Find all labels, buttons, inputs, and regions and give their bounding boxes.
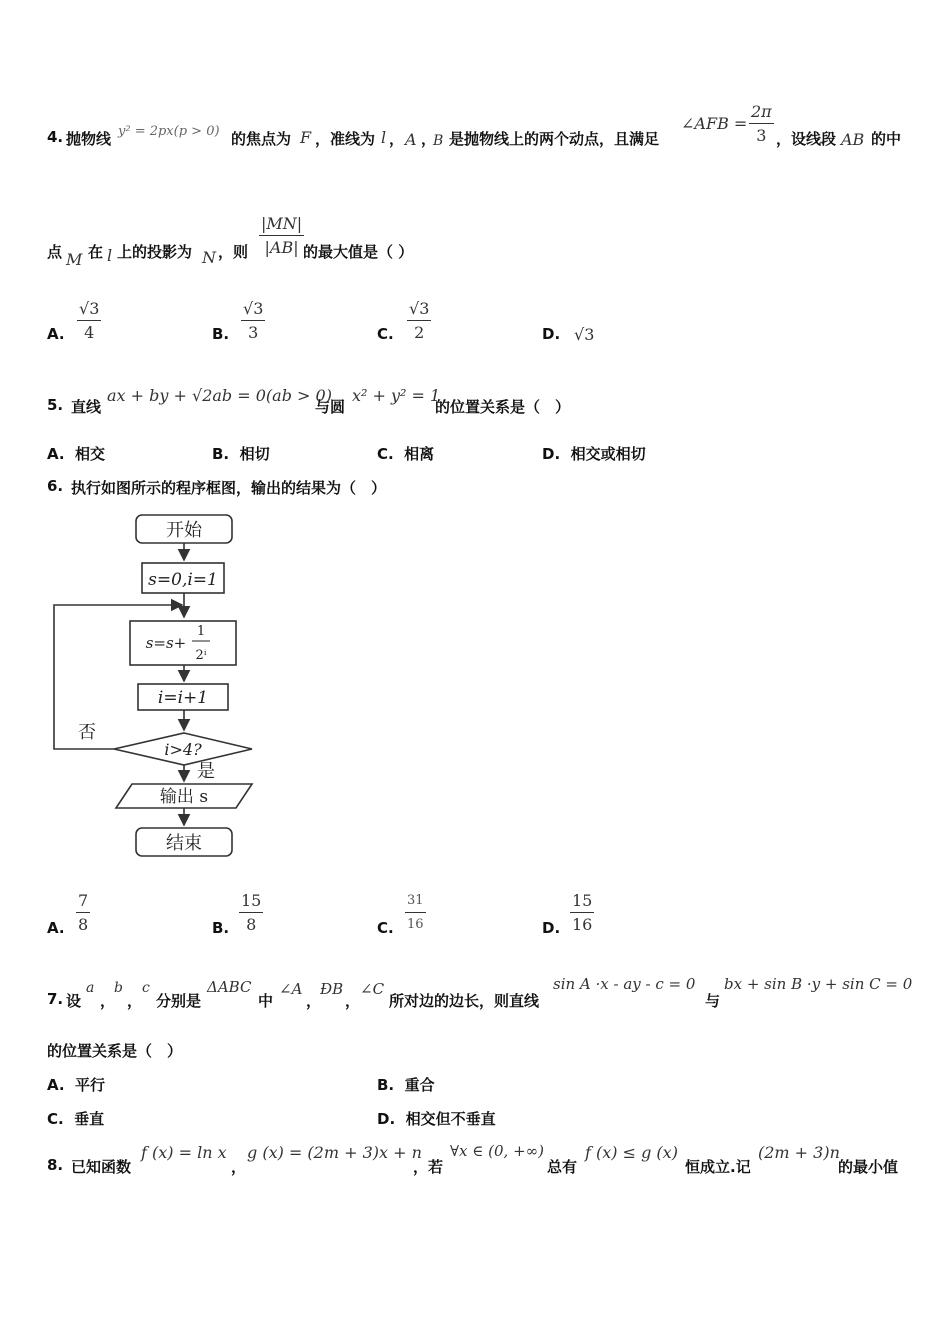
flow-update-s-text: s=s+ — [145, 634, 187, 652]
q4-text-5: ， — [421, 130, 437, 148]
q7-triangle: ΔABC — [207, 978, 252, 996]
q7-angle-C: ∠C — [360, 980, 385, 998]
q7-option-d — [377, 1108, 496, 1129]
flow-update-i-text: i=i+1 — [157, 688, 209, 708]
q4-point-A: A — [405, 130, 417, 149]
q4-angle: ∠AFB = — [681, 114, 748, 133]
q5-option-b — [212, 443, 270, 464]
q4-point-N: N — [202, 248, 216, 267]
q7-text-6: ， — [306, 992, 322, 1010]
q4-line2-text-3: 上的投影为 — [117, 243, 193, 261]
flow-output-text: 输出 s — [159, 787, 209, 807]
q4-text-1: 抛物线 — [66, 130, 112, 148]
q7-text-5: 中 — [258, 992, 274, 1010]
q6-flowchart — [40, 505, 280, 865]
q4-text-6: 是抛物线上的两个动点，且满足 — [449, 130, 660, 148]
q7-text-7: ， — [345, 992, 361, 1010]
q6-option-c-value — [405, 892, 426, 935]
q4-ratio-den: |AB| — [264, 238, 299, 257]
q7-text-4: 分别是 — [156, 992, 202, 1010]
q4-option-d-value: √3 — [574, 325, 595, 344]
q6-option-b-den: 8 — [246, 915, 257, 934]
q7-option-b-label: B. — [377, 1076, 395, 1094]
flow-end-text: 结束 — [166, 833, 202, 854]
q4-option-c-num: √3 — [407, 300, 431, 321]
q4-text-4: ， — [389, 130, 405, 148]
q4-directrix-l: l — [381, 128, 387, 147]
q8-expression: (2m + 3)n — [758, 1143, 840, 1162]
q8-text-1: 已知函数 — [71, 1158, 132, 1176]
q7-option-a-text: 平行 — [75, 1076, 106, 1094]
q4-option-a-value — [77, 300, 101, 343]
q7-side-c: c — [142, 980, 150, 996]
q6-option-c-den: 16 — [407, 917, 424, 932]
flow-no-label: 否 — [78, 722, 96, 743]
q4-line2-text-5: 的最大值是（ ） — [303, 243, 414, 261]
q8-text-5: 恒成立.记 — [685, 1158, 751, 1176]
q7-option-c-label: C. — [47, 1110, 64, 1128]
q7-angle-B: ÐB — [320, 980, 344, 998]
q4-option-b-num: √3 — [241, 300, 265, 321]
q6-option-b-label: B. — [212, 919, 230, 937]
q6-number: 6. — [47, 477, 64, 495]
q4-text-2: 的焦点为 — [231, 130, 292, 148]
q8-text-2: ， — [231, 1158, 247, 1176]
q4-midpoint-M: M — [66, 250, 83, 269]
q8-function-g: g (x) = (2m + 3)x + n — [247, 1143, 422, 1162]
q5-option-b-text: 相切 — [239, 445, 270, 463]
q4-parabola-formula: y² = 2px(p > 0) — [118, 124, 220, 139]
q4-option-d-label: D. — [542, 325, 561, 343]
q6-option-c-label: C. — [377, 919, 394, 937]
q7-option-b — [377, 1074, 435, 1095]
q6-text: 执行如图所示的程序框图，输出的结果为（ ） — [71, 479, 387, 497]
q4-text-3: ，准线为 — [315, 130, 376, 148]
q4-option-a-den: 4 — [84, 323, 95, 342]
flow-condition-text: i>4? — [164, 740, 202, 759]
q6-option-a-den: 8 — [78, 915, 89, 934]
q6-option-a-num: 7 — [76, 892, 90, 913]
q5-option-a — [47, 443, 105, 464]
q4-angle-frac-num: 2π — [749, 103, 774, 124]
q7-line-2-equation: bx + sin B ·y + sin C = 0 — [724, 975, 913, 993]
q6-option-a-value — [76, 892, 90, 935]
q4-ratio-fraction — [259, 215, 304, 258]
flow-update-s-num: 1 — [196, 624, 206, 639]
q4-angle-fraction — [749, 103, 774, 146]
q5-text-2: 与圆 — [315, 398, 346, 416]
q7-option-d-label: D. — [377, 1110, 396, 1128]
q6-option-d-label: D. — [542, 919, 561, 937]
q4-option-c-value — [407, 300, 431, 343]
q7-text-3: ， — [127, 992, 143, 1010]
q7-side-b: b — [114, 980, 123, 996]
q6-option-b-value — [239, 892, 263, 935]
q4-ratio-num: |MN| — [259, 215, 304, 236]
q5-text-3: 的位置关系是（ ） — [435, 398, 571, 416]
q5-line-equation: ax + by + √2ab = 0(ab > 0) — [107, 386, 332, 405]
q8-text-4: 总有 — [547, 1158, 578, 1176]
q5-number: 5. — [47, 396, 64, 414]
q4-focus-F: F — [300, 128, 312, 147]
q4-text-8: 的中 — [871, 130, 902, 148]
q4-option-c-label: C. — [377, 325, 394, 343]
q8-inequality: f (x) ≤ g (x) — [585, 1143, 678, 1162]
q7-option-a-label: A. — [47, 1076, 65, 1094]
q5-option-a-label: A. — [47, 445, 65, 463]
q5-option-d-text: 相交或相切 — [570, 445, 646, 463]
q8-number: 8. — [47, 1156, 64, 1174]
q5-option-d-label: D. — [542, 445, 561, 463]
q5-option-d — [542, 443, 646, 464]
q4-point-B: B — [433, 133, 444, 149]
q8-function-f: f (x) = ln x — [141, 1143, 227, 1162]
q7-text-8: 所对边的边长，则直线 — [389, 992, 540, 1010]
q8-text-3: ，若 — [413, 1158, 444, 1176]
q7-side-a: a — [86, 980, 95, 996]
q5-option-a-text: 相交 — [75, 445, 106, 463]
flow-yes-label: 是 — [197, 761, 215, 782]
q7-option-c-text: 垂直 — [74, 1110, 105, 1128]
q4-text-7: ，设线段 — [776, 130, 837, 148]
q7-text-2: ， — [100, 992, 116, 1010]
q4-line2-text-4: ，则 — [218, 243, 249, 261]
q5-option-b-label: B. — [212, 445, 230, 463]
q5-circle-equation: x² + y² = 1 — [352, 386, 441, 405]
q7-option-c — [47, 1108, 104, 1129]
q4-option-a-num: √3 — [77, 300, 101, 321]
q4-segment-AB: AB — [841, 130, 865, 149]
q7-option-a — [47, 1074, 105, 1095]
q6-option-d-num: 15 — [570, 892, 594, 913]
q6-option-c-num: 31 — [405, 892, 426, 913]
q5-text-1: 直线 — [71, 398, 102, 416]
q5-option-c — [377, 443, 434, 464]
q6-option-d-value — [570, 892, 594, 935]
q4-option-b-den: 3 — [248, 323, 259, 342]
q4-line2-text-1: 点 — [47, 243, 63, 261]
q6-option-a-label: A. — [47, 919, 65, 937]
q7-line2-text: 的位置关系是（ ） — [47, 1042, 183, 1060]
q4-number: 4. — [47, 128, 64, 146]
q7-option-b-text: 重合 — [404, 1076, 435, 1094]
flow-update-s-den: 2ⁱ — [195, 648, 207, 663]
q4-line2-text-2: 在 — [88, 243, 104, 261]
q8-forall-domain: ∀x ∈ (0, +∞) — [450, 1142, 544, 1160]
q5-option-c-label: C. — [377, 445, 394, 463]
flow-init-text: s=0,i=1 — [148, 570, 218, 590]
q7-angle-A: ∠A — [279, 980, 303, 998]
q4-option-c-den: 2 — [414, 323, 425, 342]
q7-text-1: 设 — [66, 992, 82, 1010]
q4-angle-frac-den: 3 — [756, 126, 767, 145]
flow-start-text: 开始 — [166, 520, 202, 541]
q7-number: 7. — [47, 990, 64, 1008]
q4-line-l: l — [107, 246, 113, 265]
q6-option-b-num: 15 — [239, 892, 263, 913]
q4-option-b-value — [241, 300, 265, 343]
q7-text-9: 与 — [705, 992, 721, 1010]
q4-option-a-label: A. — [47, 325, 65, 343]
q8-text-6: 的最小值 — [838, 1158, 899, 1176]
q5-option-c-text: 相离 — [404, 445, 435, 463]
q7-option-d-text: 相交但不垂直 — [405, 1110, 496, 1128]
q4-option-b-label: B. — [212, 325, 230, 343]
q7-line-1-equation: sin A ·x - ay - c = 0 — [553, 975, 696, 993]
q6-option-d-den: 16 — [572, 915, 593, 934]
